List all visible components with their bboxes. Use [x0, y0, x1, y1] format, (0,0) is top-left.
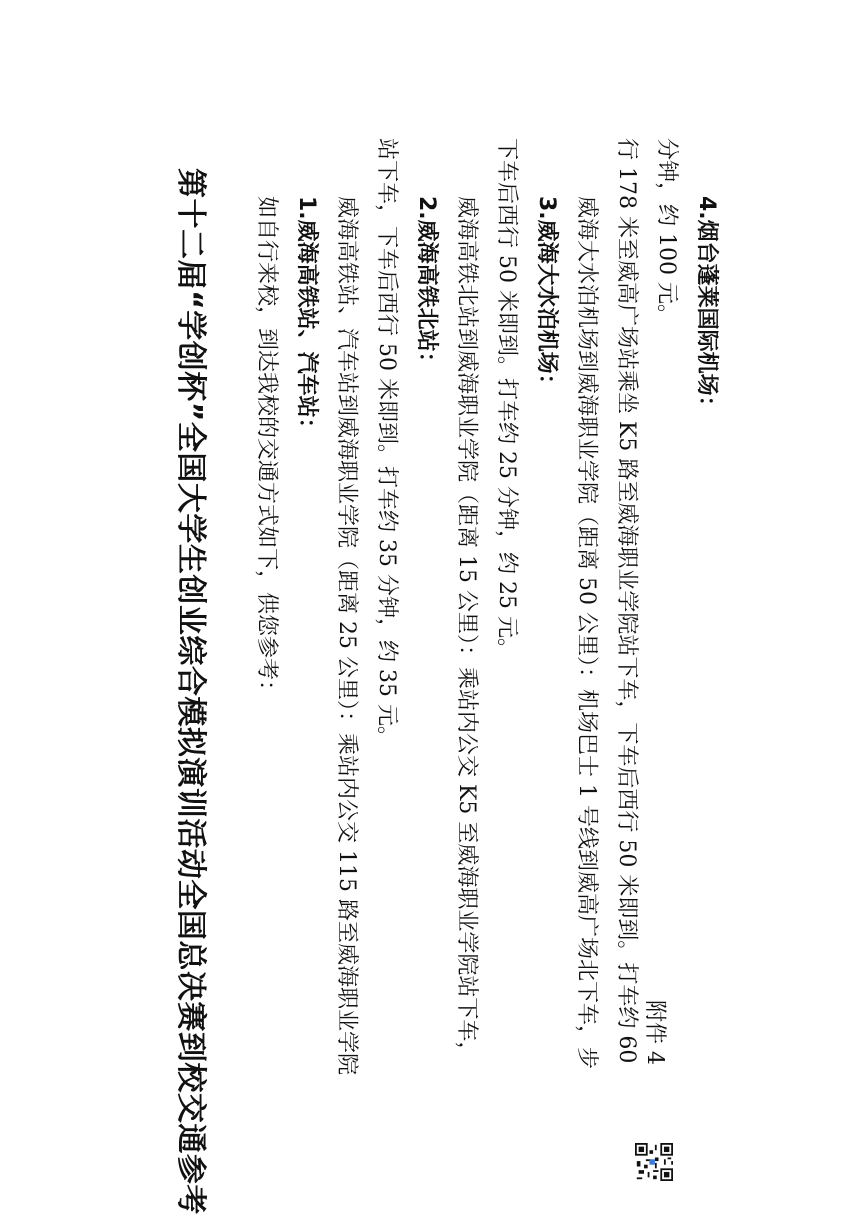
section-text-line: 站下车，下车后西行 50 米即到。打车约 35 分钟，约 35 元。 [374, 138, 399, 748]
section-text-line: 威海高铁站、汽车站到威海职业学院（距离 25 公里）：乘站内公交 115 路至威海职业学院 [334, 196, 359, 1075]
document-title: 第十二届“学创杯”全国大学生创业综合模拟演训活动全国总决赛到校交通参考 [173, 168, 208, 1215]
section-heading: 3.威海大水泊机场： [534, 196, 559, 396]
section-text-line: 行 178 米至威高广场站乘坐 K5 路至威海职业学院站下车，下车后西行 50 米即到。打车约 60 [614, 138, 639, 1064]
section-heading: 2.威海高铁北站： [414, 196, 439, 374]
intro-paragraph: 如自行来校，到达我校的交通方式如下，供您参考： [254, 196, 279, 703]
section-text-line: 威海高铁北站到威海职业学院（距离 15 公里）：乘站内公交 K5 至威海职业学院站下车， [454, 196, 479, 1064]
section-heading: 1.威海高铁站、汽车站： [294, 196, 319, 440]
section-heading: 4.烟台蓬莱国际机场： [694, 196, 719, 418]
attachment-label: 附件 4 [642, 1000, 667, 1065]
section-text-line: 下车后西行 50 米即到。打车约 25 分钟，约 25 元。 [494, 138, 519, 660]
section-text-line: 分钟，约 100 元。 [654, 138, 679, 326]
qr-code-icon [635, 1143, 673, 1181]
section-text-line: 威海大水泊机场到威海职业学院（距离 50 公里）：机场巴士 1 号线到威高广场北下车，步 [574, 196, 599, 1069]
rotated-document-page [145, 58, 719, 1215]
